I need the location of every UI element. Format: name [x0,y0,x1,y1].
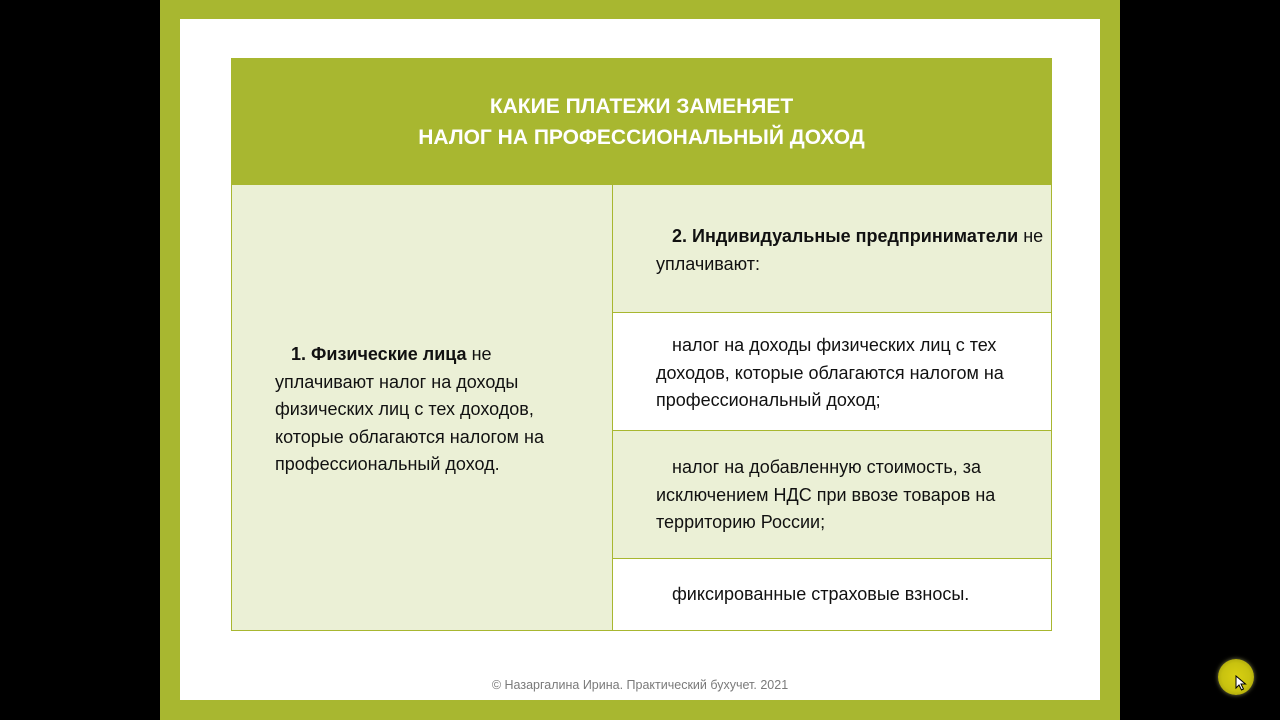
slide [180,19,1100,700]
individuals-cell [232,185,613,630]
payments-table [231,58,1052,631]
entrepreneurs-body: не уплачивают: [656,226,1044,274]
table-title [232,59,1051,185]
exempt-item-3 [613,559,1051,630]
mouse-cursor-icon [1235,675,1247,691]
slide-footer: © Назаргалина Ирина. Практический бухучет. 2021 [491,678,789,692]
exempt-item-1-text: налог на доходы физических лиц с тех доходов, которые облагаются налогом на профессиональный доход; [656,335,1004,410]
exempt-item-2 [613,431,1051,559]
exempt-item-1 [613,313,1051,431]
exempt-item-2-text: налог на добавленную стоимость, за исключением НДС при ввозе товаров на территорию России; [656,457,996,532]
exempt-item-3-text: фиксированные страховые взносы. [672,584,970,604]
title-line-2: НАЛОГ НА ПРОФЕССИОНАЛЬНЫЙ ДОХОД [418,126,865,149]
individuals-heading: 1. Физические лица [291,344,467,364]
individuals-text [275,341,585,479]
title-line-1: КАКИЕ ПЛАТЕЖИ ЗАМЕНЯЕТ [489,95,794,118]
individuals-body: не уплачивают налог на доходы физических лиц с тех доходов, которые облагаются налогом на профессиональный доход. [275,344,544,474]
entrepreneurs-header-cell [613,185,1051,313]
entrepreneurs-heading: 2. Индивидуальные предприниматели [672,226,1019,246]
